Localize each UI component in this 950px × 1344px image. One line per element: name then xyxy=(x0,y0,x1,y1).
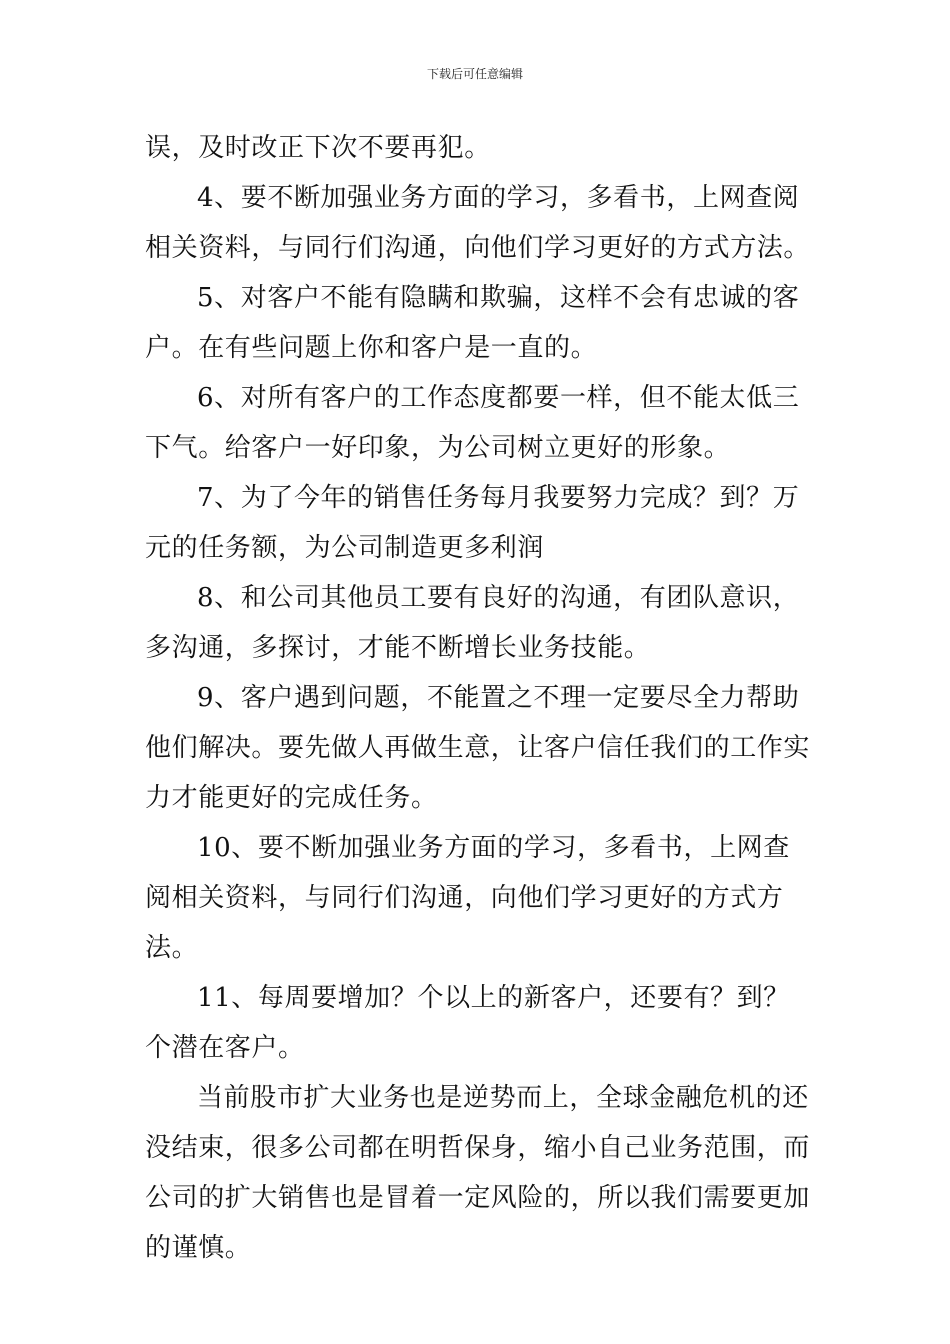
paragraph-item-6: 6、对所有客户的工作态度都要一样，但不能太低三下气。给客户一好印象，为公司树立更好的形象。 xyxy=(145,383,800,463)
paragraph-conclusion: 当前股市扩大业务也是逆势而上，全球金融危机的还没结束，很多公司都在明哲保身，缩小自己业务范围，而公司的扩大销售也是冒着一定风险的，所以我们需要更加的谨慎。 xyxy=(145,1083,811,1263)
paragraph-item-5: 5、对客户不能有隐瞒和欺骗，这样不会有忠诚的客户。在有些问题上你和客户是一直的。 xyxy=(145,283,800,363)
paragraph-item-4: 4、要不断加强业务方面的学习，多看书，上网查阅相关资料，与同行们沟通，向他们学习更好的方式方法。 xyxy=(145,183,811,263)
document-body xyxy=(145,123,810,1273)
paragraph-item-8: 8、和公司其他员工要有良好的沟通，有团队意识，多沟通，多探讨，才能不断增长业务技能。 xyxy=(145,583,800,663)
page-header: 下载后可任意编辑 xyxy=(426,67,523,81)
paragraph-item-9: 9、客户遇到问题，不能置之不理一定要尽全力帮助他们解决。要先做人再做生意，让客户信任我们的工作实力才能更好的完成任务。 xyxy=(145,683,811,813)
paragraph-continuation: 误，及时改正下次不要再犯。 xyxy=(145,133,491,163)
paragraph-item-7: 7、为了今年的销售任务每月我要努力完成？到？万元的任务额，为公司制造更多利润 xyxy=(145,483,800,563)
paragraph-item-10: 10、要不断加强业务方面的学习，多看书，上网查阅相关资料，与同行们沟通，向他们学习更好的方式方法。 xyxy=(145,833,790,963)
paragraph-item-11: 11、每周要增加？个以上的新客户，还要有？到？个潜在客户。 xyxy=(145,983,790,1063)
